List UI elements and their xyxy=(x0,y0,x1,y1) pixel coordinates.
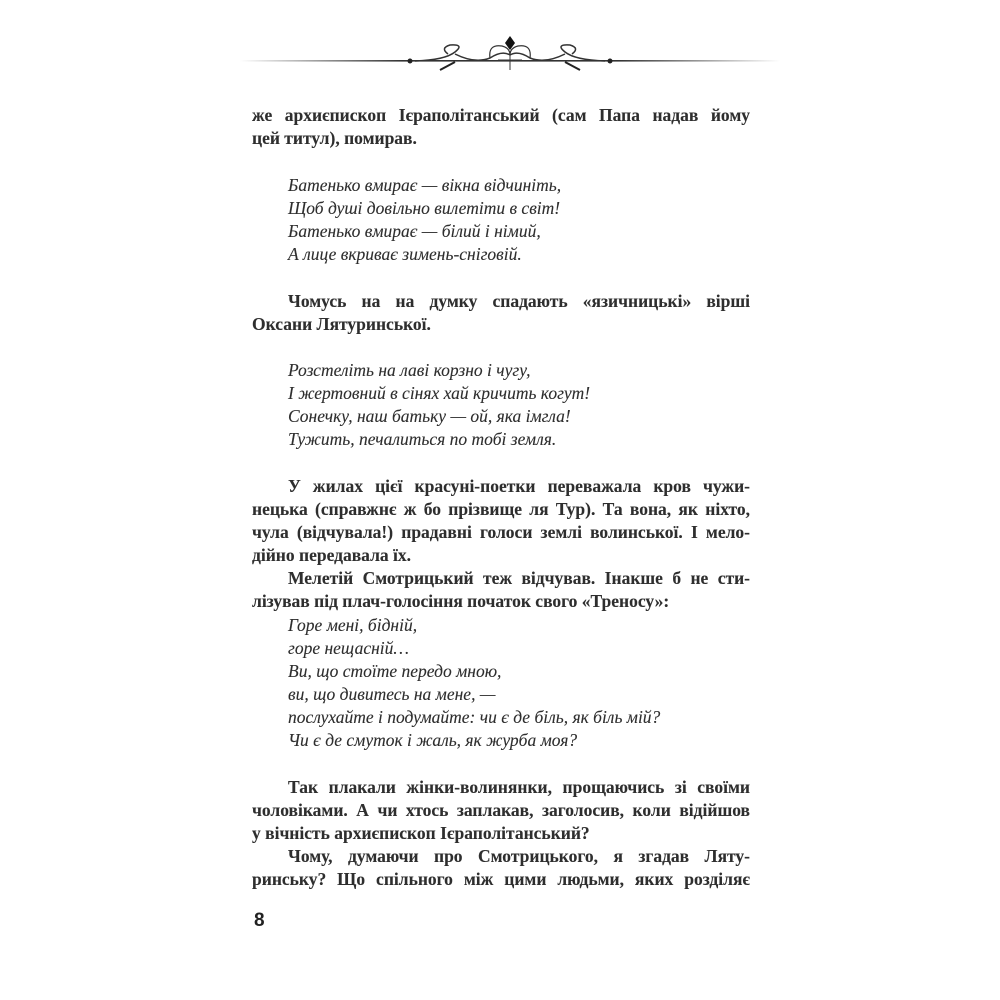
text-line: дійно передавала їх. xyxy=(252,545,412,565)
verse-line: Розстеліть на лаві корзно і чугу, xyxy=(288,360,531,380)
decorative-ornament-icon xyxy=(240,30,780,80)
text-line: у вічність архиєпископ Ієраполітанський? xyxy=(252,823,590,843)
text-line: Чому, думаючи про Смотрицького, я згадав Ляту- xyxy=(288,846,750,866)
text-line: У жилах цієї красуні-поетки переважала кров чужи- xyxy=(288,476,750,496)
verse-line: Батенько вмирає — білий і німий, xyxy=(288,221,541,241)
text-line: цей титул), помирав. xyxy=(252,128,417,148)
text-line: нецька (справжнє ж бо прізвище ля Тур). Та вона, як ніхто, xyxy=(252,499,750,519)
verse-line: горе нещасній… xyxy=(288,638,409,658)
verse-line: Горе мені, бідній, xyxy=(288,615,418,635)
verse-line: ви, що дивитесь на мене, — xyxy=(288,684,496,704)
verse-line: Тужить, печалиться по тобі земля. xyxy=(288,429,557,449)
text-line: Мелетій Смотрицький теж відчував. Інакше б не сти- xyxy=(288,568,750,588)
verse-line: Щоб душі довільно вилетіти в світ! xyxy=(288,198,561,218)
verse-line: Сонечку, наш батьку — ой, яка імгла! xyxy=(288,406,571,426)
text-line: Чомусь на на думку спадають «язичницькі» вірші xyxy=(288,291,750,311)
verse-line: Батенько вмирає — вікна відчиніть, xyxy=(288,175,562,195)
verse-line: Ви, що стоїте передо мною, xyxy=(288,661,502,681)
verse-line: А лице вкриває зимень-сніговій. xyxy=(288,244,522,264)
verse-line: Чи є де смуток і жаль, як журба моя? xyxy=(288,730,578,750)
text-line: же архиєпископ Ієраполітанський (сам Папа надав йому xyxy=(252,105,750,125)
text-line: чула (відчувала!) прадавні голоси землі волинської. І мело- xyxy=(252,522,750,542)
text-line: Оксани Лятуринської. xyxy=(252,314,431,334)
verse-line: І жертовний в сінях хай кричить когут! xyxy=(288,383,591,403)
text-line: Так плакали жінки-волинянки, прощаючись зі своїми xyxy=(288,777,750,797)
text-line: чоловіками. А чи хтось заплакав, заголосив, коли відійшов xyxy=(252,800,750,820)
text-line: ринську? Що спільного між цими людьми, яких розділяє xyxy=(252,869,750,889)
text-line: лізував під плач-голосіння початок свого «Треносу»: xyxy=(252,591,670,611)
page-number: 8 xyxy=(254,910,265,931)
verse-line: послухайте і подумайте: чи є де біль, як біль мій? xyxy=(288,707,661,727)
